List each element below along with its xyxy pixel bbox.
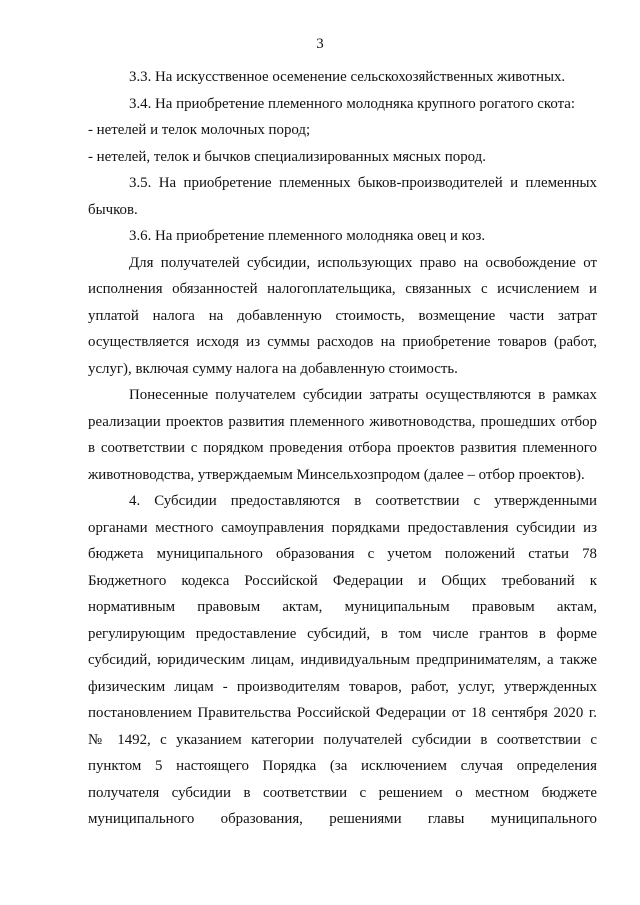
paragraph-vat-exemption: Для получателей субсидии, использующих право на освобождение от исполнения обязанностей налогоплательщика, связанных с исчислением и уплатой налога на добавленную стоимость, возмещение части затрат осуществляется исходя из суммы расходов на приобретение товаров (работ, услуг), включая сумму налога на добавленную стоимость. [88,254,597,377]
paragraph-project-selection: Понесенные получателем субсидии затраты осуществляются в рамках реализации проектов развития племенного животноводства, прошедших отбор в соответствии с порядком проведения отбора проектов развития племенного животноводства, утверждаемым Минсельхозпродом (далее – отбор проектов). [88,387,597,483]
paragraph-3-4: 3.4. На приобретение племенного молодняка крупного рогатого скота: [129,95,576,112]
paragraph-3-3: 3.3. На искусственное осеменение сельскохозяйственных животных. [129,69,566,85]
paragraph-3-6: 3.6. На приобретение племенного молодняка овец и коз. [129,228,486,244]
page-number: 3 [316,36,324,52]
paragraph-3-5: 3.5. На приобретение племенных быков-производителей и племенных бычков. [88,175,597,218]
list-item-dairy-heifers: - нетелей и телок молочных пород; [88,122,311,138]
paragraph-4-subsidies: 4. Субсидии предоставляются в соответствии с утвержденными органами местного самоуправления порядками предоставления субсидии из бюджета муниципального образования с учетом положений статьи 78 Бюджетного кодекса Российской Федерации и Общих требований к нормативным правовым актам, муниципальным правовым актам, регулирующим предоставление субсидий, в том числе грантов в форме субсидий, юридическим лицам, индивидуальным предпринимателям, а также физическим лицам - производителям товаров, работ, услуг, утвержденных постановлением Правительства Российской Федерации от 18 сентября 2020 г. № 1492, с указанием категории получателей субсидии в соответствии с пунктом 5 настоящего Порядка (за исключением случая определения получателя субсидии в соответствии с решением о местном бюджете муниципального образования, решениями главы муниципального [88,493,597,827]
document-body [88,64,597,833]
list-item-beef-heifers: - нетелей, телок и бычков специализированных мясных пород. [88,148,486,165]
